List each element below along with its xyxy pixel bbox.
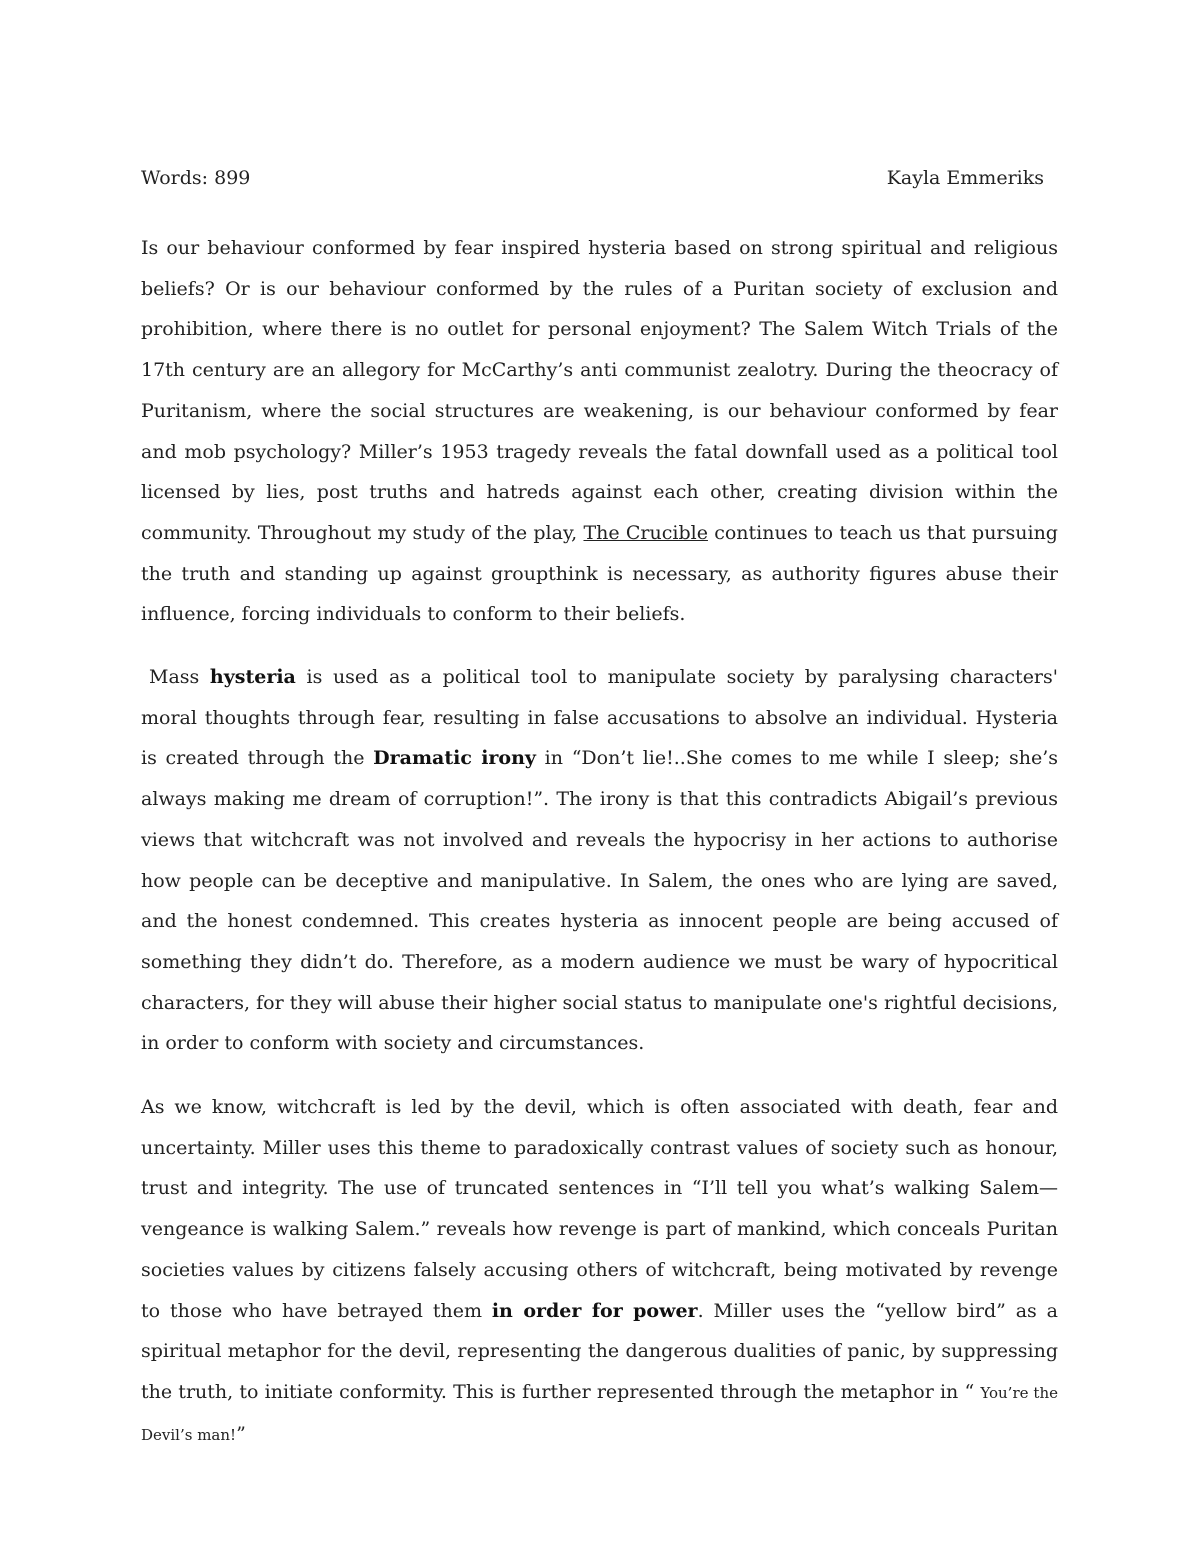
paragraph-1-text-a: Is our behaviour conformed by fear inspired hysteria based on strong spiritual and religious beliefs? Or is our behaviour conformed by the rules of a Puritan society of exclusion and prohibition, where there is no outlet for personal enjoyment? The Salem Witch Trials of the 17th century are an allegory for McCarthy’s anti communist zealotry. During the theocracy of Puritanism, where the social structures are weakening, is our behaviour conformed by fear and mob psychology? Miller’s 1953 tragedy reveals the fatal downfall used as a political tool licensed by lies, post truths and hatreds against each other, creating division within the community. Throughout my study of the play, <box>141 237 1058 544</box>
bold-term-dramatic-irony: Dramatic irony <box>373 747 536 770</box>
bold-term-hysteria: hysteria <box>209 666 296 688</box>
paragraph-3 <box>141 1087 1058 1455</box>
paragraph-1 <box>141 228 1058 635</box>
play-title: The Crucible <box>583 521 708 544</box>
devil-quote: You’re the Devil’s man! <box>141 1383 1058 1444</box>
paragraph-2-text-b: is used as a political tool to manipulate society by paralysing characters' moral thoughts through fear, resulting in false accusations to absolve an individual. Hysteria is created through the <box>141 666 1058 770</box>
page-header <box>141 167 1044 195</box>
bold-term-power: in order for power <box>491 1299 698 1322</box>
paragraph-3-text-b: . Miller uses the “yellow bird” as a spiritual metaphor for the devil, representing the dangerous dualities of panic, by suppressing the truth, to initiate conformity. This is further represented through the metaphor in “ <box>141 1299 1059 1403</box>
paragraph-3-text-c: ” <box>236 1422 246 1445</box>
author-name: Kayla Emmeriks <box>886 167 1044 189</box>
paragraph-2-text-a: Mass <box>149 666 210 688</box>
paragraph-3-text-a: As we know, witchcraft is led by the devil, which is often associated with death, fear and uncertainty. Miller uses this theme to paradoxically contrast values of society such as honour, trust and integrity. The use of truncated sentences in “I’ll tell you what’s walking Salem—vengeance is walking Salem.” reveals how revenge is part of mankind, which conceals Puritan societies values by citizens falsely accusing others of witchcraft, being motivated by revenge to those who have betrayed them <box>141 1096 1058 1322</box>
paragraph-1-text-b: continues to teach us that pursuing the truth and standing up against groupthink is necessary, as authority figures abuse their influence, forcing individuals to conform to their beliefs. <box>141 521 1058 626</box>
word-count: Words: 899 <box>141 167 251 189</box>
paragraph-2-text-c: in “Don’t lie!..She comes to me while I sleep; she’s always making me dream of corruption!”. The irony is that this contradicts Abigail’s previous views that witchcraft was not involved and reveals the hypocrisy in her actions to authorise how people can be deceptive and manipulative. In Salem, the ones who are lying are saved, and the honest condemned. This creates hysteria as innocent people are being accused of something they didn’t do. Therefore, as a modern audience we must be wary of hypocritical characters, for they will abuse their higher social status to manipulate one's rightful decisions, in order to conform with society and circumstances. <box>141 747 1058 1055</box>
paragraph-2 <box>141 657 1058 1064</box>
